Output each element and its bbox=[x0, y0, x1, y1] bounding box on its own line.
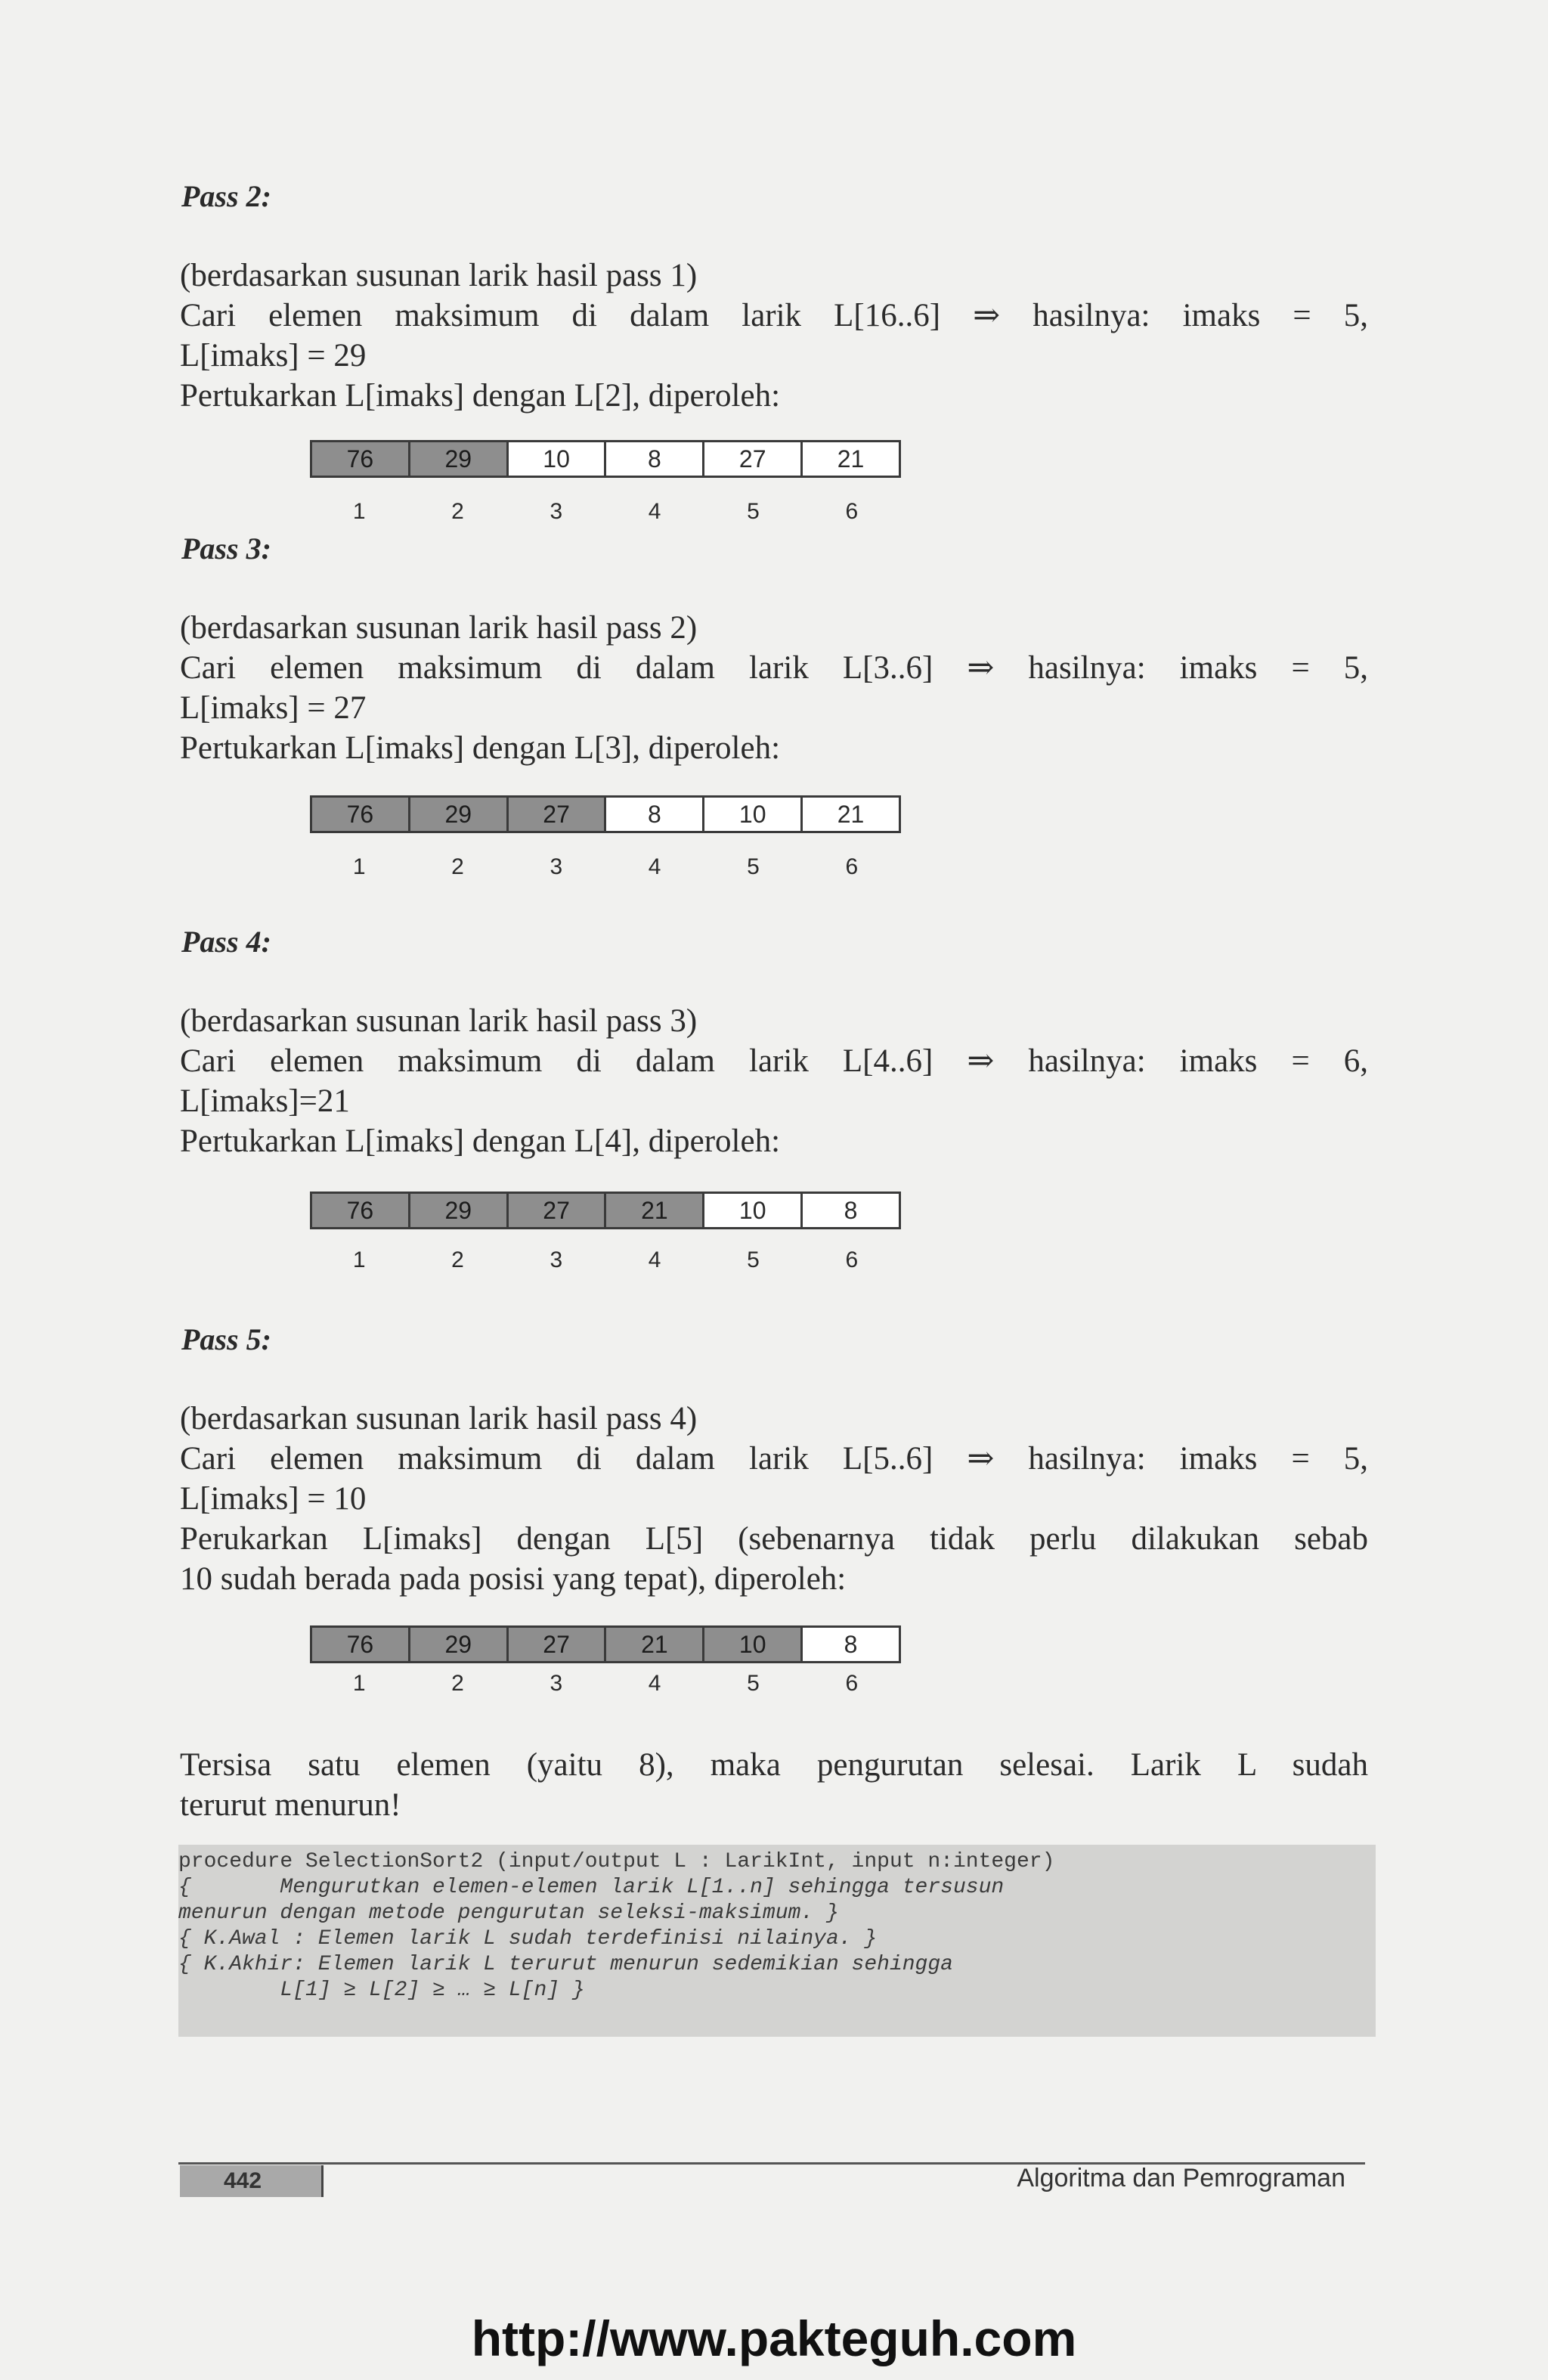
array-index: 5 bbox=[747, 854, 760, 879]
array-cell: 10 bbox=[704, 1628, 803, 1661]
array-index: 6 bbox=[845, 1671, 859, 1696]
array-index: 3 bbox=[550, 854, 563, 879]
array-index: 5 bbox=[747, 1247, 760, 1272]
pass-4-title: Pass 4: bbox=[181, 925, 271, 959]
array-index: 1 bbox=[352, 854, 366, 879]
pass-5-line-4: Perukarkan L[imaks] dengan L[5] (sebenarnya tidak perlu dilakukan sebab bbox=[180, 1521, 1368, 1557]
array-index: 6 bbox=[845, 499, 859, 524]
array-index: 6 bbox=[845, 1247, 859, 1272]
array-index: 1 bbox=[352, 1671, 366, 1696]
array-cell: 27 bbox=[509, 1628, 607, 1661]
pass-4-line-4: Pertukarkan L[imaks] dengan L[4], diperoleh: bbox=[180, 1123, 781, 1159]
pass-5-title: Pass 5: bbox=[181, 1322, 271, 1356]
pass-5-line-5: 10 sudah berada pada posisi yang tepat), diperoleh: bbox=[180, 1561, 847, 1597]
array-cell: 76 bbox=[312, 798, 410, 831]
pass-4-line-1: (berdasarkan susunan larik hasil pass 3) bbox=[180, 1003, 698, 1039]
conclusion-line-1: Tersisa satu elemen (yaitu 8), maka pengurutan selesai. Larik L sudah bbox=[180, 1747, 1368, 1783]
array-index: 3 bbox=[550, 499, 563, 524]
array-cell: 29 bbox=[410, 442, 509, 476]
array-cell: 21 bbox=[803, 798, 899, 831]
array-cell: 27 bbox=[509, 798, 607, 831]
pass-2-array bbox=[310, 440, 901, 478]
pass-3-line-3: L[imaks] = 27 bbox=[180, 690, 367, 726]
book-title: Algoritma dan Pemrograman bbox=[1017, 2164, 1345, 2193]
watermark-url: http://www.pakteguh.com bbox=[471, 2310, 1077, 2366]
pass-3-indices bbox=[310, 854, 901, 880]
page-number: 442 bbox=[180, 2165, 324, 2197]
array-cell: 76 bbox=[312, 1628, 410, 1661]
array-cell: 8 bbox=[606, 798, 704, 831]
array-cell: 76 bbox=[312, 442, 410, 476]
pass-2-line-2: Cari elemen maksimum di dalam larik L[16..6] ⇒ hasilnya: imaks = 5, bbox=[180, 298, 1368, 333]
array-cell: 8 bbox=[606, 442, 704, 476]
pass-2-indices bbox=[310, 499, 901, 525]
pass-5-indices bbox=[310, 1671, 901, 1697]
pass-2-line-3: L[imaks] = 29 bbox=[180, 338, 367, 373]
pass-5-line-1: (berdasarkan susunan larik hasil pass 4) bbox=[180, 1401, 698, 1436]
array-cell: 76 bbox=[312, 1194, 410, 1227]
array-index: 5 bbox=[747, 1671, 760, 1696]
array-index: 2 bbox=[451, 854, 464, 879]
pass-3-array bbox=[310, 795, 901, 833]
pass-5-line-2: Cari elemen maksimum di dalam larik L[5..6] ⇒ hasilnya: imaks = 5, bbox=[180, 1441, 1368, 1477]
array-index: 4 bbox=[648, 499, 661, 524]
code-line: L[1] ≥ L[2] ≥ … ≥ L[n] } bbox=[178, 1979, 585, 2002]
array-index: 3 bbox=[550, 1247, 563, 1272]
array-index: 4 bbox=[648, 854, 661, 879]
array-cell: 21 bbox=[606, 1628, 704, 1661]
array-cell: 29 bbox=[410, 1628, 509, 1661]
pass-4-text bbox=[180, 1001, 1368, 1161]
pass-5-text bbox=[180, 1399, 1368, 1599]
array-index: 3 bbox=[550, 1671, 563, 1696]
array-index: 5 bbox=[747, 499, 760, 524]
pass-4-indices bbox=[310, 1247, 901, 1273]
pass-2-title: Pass 2: bbox=[181, 179, 271, 213]
array-index: 2 bbox=[451, 1671, 464, 1696]
array-index: 1 bbox=[352, 499, 366, 524]
code-line: menurun dengan metode pengurutan seleksi-maksimum. } bbox=[178, 1901, 839, 1925]
conclusion-line-2: terurut menurun! bbox=[180, 1787, 401, 1823]
code-line: { K.Awal : Elemen larik L sudah terdefinisi nilainya. } bbox=[178, 1927, 878, 1951]
conclusion-text bbox=[180, 1745, 1368, 1825]
code-line: { K.Akhir: Elemen larik L terurut menurun sedemikian sehingga bbox=[178, 1953, 953, 1976]
pass-4-line-3: L[imaks]=21 bbox=[180, 1083, 350, 1119]
array-cell: 27 bbox=[509, 1194, 607, 1227]
pass-3-text bbox=[180, 608, 1368, 768]
array-index: 6 bbox=[845, 854, 859, 879]
pass-5-array bbox=[310, 1625, 901, 1663]
array-cell: 21 bbox=[803, 442, 899, 476]
pass-4-line-2: Cari elemen maksimum di dalam larik L[4..6] ⇒ hasilnya: imaks = 6, bbox=[180, 1043, 1368, 1079]
pass-3-line-1: (berdasarkan susunan larik hasil pass 2) bbox=[180, 610, 698, 646]
pass-3-line-2: Cari elemen maksimum di dalam larik L[3..6] ⇒ hasilnya: imaks = 5, bbox=[180, 650, 1368, 686]
array-cell: 10 bbox=[704, 798, 803, 831]
array-cell: 29 bbox=[410, 798, 509, 831]
pass-2-text bbox=[180, 256, 1368, 416]
code-block bbox=[178, 1845, 1376, 2037]
array-index: 2 bbox=[451, 1247, 464, 1272]
array-index: 4 bbox=[648, 1671, 661, 1696]
array-cell: 8 bbox=[803, 1628, 899, 1661]
array-index: 2 bbox=[451, 499, 464, 524]
array-cell: 29 bbox=[410, 1194, 509, 1227]
pass-4-array bbox=[310, 1192, 901, 1229]
pass-2-line-4: Pertukarkan L[imaks] dengan L[2], diperoleh: bbox=[180, 378, 781, 414]
code-line: { Mengurutkan elemen-elemen larik L[1..n] sehingga tersusun bbox=[178, 1876, 1005, 1899]
pass-3-line-4: Pertukarkan L[imaks] dengan L[3], diperoleh: bbox=[180, 730, 781, 766]
array-cell: 8 bbox=[803, 1194, 899, 1227]
array-cell: 21 bbox=[606, 1194, 704, 1227]
code-line: procedure SelectionSort2 (input/output L : LarikInt, input n:integer) bbox=[178, 1850, 1055, 1873]
array-cell: 10 bbox=[704, 1194, 803, 1227]
array-index: 1 bbox=[352, 1247, 366, 1272]
pass-3-title: Pass 3: bbox=[181, 531, 271, 566]
array-index: 4 bbox=[648, 1247, 661, 1272]
pass-5-line-3: L[imaks] = 10 bbox=[180, 1481, 367, 1517]
pass-2-line-1: (berdasarkan susunan larik hasil pass 1) bbox=[180, 258, 698, 293]
array-cell: 27 bbox=[704, 442, 803, 476]
array-cell: 10 bbox=[509, 442, 607, 476]
